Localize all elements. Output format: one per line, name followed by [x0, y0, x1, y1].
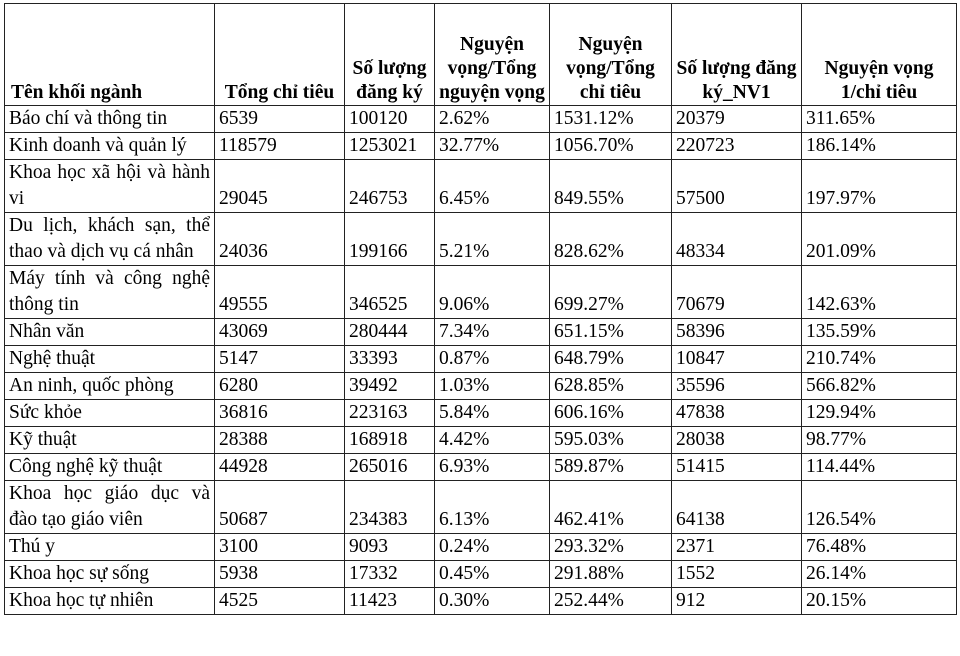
registrations-cell: 17332	[345, 561, 435, 588]
wish-share-cell: 6.93%	[435, 454, 550, 481]
wish-share-cell: 0.30%	[435, 588, 550, 615]
table-row	[5, 160, 957, 213]
registrations-cell: 9093	[345, 534, 435, 561]
nv1-per-quota-cell: 142.63%	[802, 266, 957, 319]
registrations-cell: 100120	[345, 106, 435, 133]
registrations-cell: 346525	[345, 266, 435, 319]
wish-per-quota-cell: 252.44%	[550, 588, 672, 615]
registrations-cell: 246753	[345, 160, 435, 213]
nv1-registrations-cell: 912	[672, 588, 802, 615]
header-registrations: Số lượng đăng ký	[345, 4, 435, 106]
nv1-registrations-cell: 28038	[672, 427, 802, 454]
table-row	[5, 213, 957, 266]
wish-share-cell: 0.45%	[435, 561, 550, 588]
nv1-per-quota-cell: 210.74%	[802, 346, 957, 373]
wish-share-cell: 7.34%	[435, 319, 550, 346]
major-group-cell: Du lịch, khách sạn, thể thao và dịch vụ cá nhân	[5, 213, 215, 266]
nv1-registrations-cell: 220723	[672, 133, 802, 160]
nv1-per-quota-cell: 126.54%	[802, 481, 957, 534]
major-group-cell: Khoa học sự sống	[5, 561, 215, 588]
total-quota-cell: 24036	[215, 213, 345, 266]
total-quota-cell: 5147	[215, 346, 345, 373]
wish-share-cell: 2.62%	[435, 106, 550, 133]
total-quota-cell: 3100	[215, 534, 345, 561]
registrations-cell: 199166	[345, 213, 435, 266]
major-group-cell: Nghệ thuật	[5, 346, 215, 373]
wish-per-quota-cell: 628.85%	[550, 373, 672, 400]
wish-per-quota-cell: 699.27%	[550, 266, 672, 319]
registrations-cell: 39492	[345, 373, 435, 400]
wish-per-quota-cell: 1531.12%	[550, 106, 672, 133]
total-quota-cell: 118579	[215, 133, 345, 160]
nv1-per-quota-cell: 201.09%	[802, 213, 957, 266]
registrations-cell: 33393	[345, 346, 435, 373]
nv1-registrations-cell: 10847	[672, 346, 802, 373]
registrations-cell: 280444	[345, 319, 435, 346]
nv1-registrations-cell: 35596	[672, 373, 802, 400]
nv1-registrations-cell: 1552	[672, 561, 802, 588]
major-group-cell: Kỹ thuật	[5, 427, 215, 454]
wish-share-cell: 32.77%	[435, 133, 550, 160]
total-quota-cell: 4525	[215, 588, 345, 615]
total-quota-cell: 44928	[215, 454, 345, 481]
wish-per-quota-cell: 606.16%	[550, 400, 672, 427]
header-wish-per-quota: Nguyện vọng/Tổng chỉ tiêu	[550, 4, 672, 106]
nv1-registrations-cell: 48334	[672, 213, 802, 266]
wish-per-quota-cell: 1056.70%	[550, 133, 672, 160]
table-row	[5, 588, 957, 615]
nv1-per-quota-cell: 98.77%	[802, 427, 957, 454]
header-nv1-per-quota: Nguyện vọng 1/chỉ tiêu	[802, 4, 957, 106]
nv1-registrations-cell: 51415	[672, 454, 802, 481]
major-group-cell: Công nghệ kỹ thuật	[5, 454, 215, 481]
wish-share-cell: 9.06%	[435, 266, 550, 319]
wish-share-cell: 0.87%	[435, 346, 550, 373]
header-row	[5, 4, 957, 106]
major-group-cell: Nhân văn	[5, 319, 215, 346]
nv1-registrations-cell: 58396	[672, 319, 802, 346]
registrations-cell: 234383	[345, 481, 435, 534]
total-quota-cell: 6280	[215, 373, 345, 400]
nv1-registrations-cell: 64138	[672, 481, 802, 534]
major-group-cell: Thú y	[5, 534, 215, 561]
header-wish-share: Nguyện vọng/Tổng nguyện vọng	[435, 4, 550, 106]
total-quota-cell: 28388	[215, 427, 345, 454]
header-nv1-registrations: Số lượng đăng ký_NV1	[672, 4, 802, 106]
wish-per-quota-cell: 849.55%	[550, 160, 672, 213]
wish-per-quota-cell: 293.32%	[550, 534, 672, 561]
table-row	[5, 454, 957, 481]
header-major-group: Tên khối ngành	[5, 4, 215, 106]
table-row	[5, 373, 957, 400]
major-group-cell: Sức khỏe	[5, 400, 215, 427]
table-row	[5, 266, 957, 319]
table-row	[5, 133, 957, 160]
total-quota-cell: 50687	[215, 481, 345, 534]
nv1-per-quota-cell: 114.44%	[802, 454, 957, 481]
wish-share-cell: 6.45%	[435, 160, 550, 213]
wish-share-cell: 6.13%	[435, 481, 550, 534]
nv1-registrations-cell: 2371	[672, 534, 802, 561]
nv1-registrations-cell: 47838	[672, 400, 802, 427]
wish-share-cell: 5.21%	[435, 213, 550, 266]
total-quota-cell: 6539	[215, 106, 345, 133]
major-group-cell: Khoa học tự nhiên	[5, 588, 215, 615]
registrations-cell: 265016	[345, 454, 435, 481]
nv1-per-quota-cell: 20.15%	[802, 588, 957, 615]
registrations-cell: 1253021	[345, 133, 435, 160]
nv1-registrations-cell: 20379	[672, 106, 802, 133]
header-total-quota: Tổng chỉ tiêu	[215, 4, 345, 106]
nv1-per-quota-cell: 197.97%	[802, 160, 957, 213]
admissions-table	[4, 3, 957, 615]
wish-per-quota-cell: 462.41%	[550, 481, 672, 534]
wish-per-quota-cell: 291.88%	[550, 561, 672, 588]
total-quota-cell: 49555	[215, 266, 345, 319]
wish-per-quota-cell: 595.03%	[550, 427, 672, 454]
table-row	[5, 534, 957, 561]
wish-per-quota-cell: 828.62%	[550, 213, 672, 266]
table-row	[5, 561, 957, 588]
wish-share-cell: 4.42%	[435, 427, 550, 454]
major-group-cell: Khoa học xã hội và hành vi	[5, 160, 215, 213]
table-row	[5, 481, 957, 534]
registrations-cell: 168918	[345, 427, 435, 454]
nv1-per-quota-cell: 186.14%	[802, 133, 957, 160]
nv1-per-quota-cell: 26.14%	[802, 561, 957, 588]
table-body	[5, 106, 957, 615]
registrations-cell: 11423	[345, 588, 435, 615]
major-group-cell: An ninh, quốc phòng	[5, 373, 215, 400]
nv1-per-quota-cell: 76.48%	[802, 534, 957, 561]
nv1-per-quota-cell: 129.94%	[802, 400, 957, 427]
wish-per-quota-cell: 648.79%	[550, 346, 672, 373]
registrations-cell: 223163	[345, 400, 435, 427]
wish-per-quota-cell: 589.87%	[550, 454, 672, 481]
total-quota-cell: 29045	[215, 160, 345, 213]
wish-share-cell: 0.24%	[435, 534, 550, 561]
nv1-registrations-cell: 70679	[672, 266, 802, 319]
major-group-cell: Kinh doanh và quản lý	[5, 133, 215, 160]
nv1-per-quota-cell: 566.82%	[802, 373, 957, 400]
nv1-registrations-cell: 57500	[672, 160, 802, 213]
wish-per-quota-cell: 651.15%	[550, 319, 672, 346]
nv1-per-quota-cell: 311.65%	[802, 106, 957, 133]
table-row	[5, 106, 957, 133]
table-row	[5, 427, 957, 454]
table-row	[5, 400, 957, 427]
major-group-cell: Máy tính và công nghệ thông tin	[5, 266, 215, 319]
major-group-cell: Khoa học giáo dục và đào tạo giáo viên	[5, 481, 215, 534]
nv1-per-quota-cell: 135.59%	[802, 319, 957, 346]
total-quota-cell: 43069	[215, 319, 345, 346]
total-quota-cell: 5938	[215, 561, 345, 588]
wish-share-cell: 5.84%	[435, 400, 550, 427]
wish-share-cell: 1.03%	[435, 373, 550, 400]
total-quota-cell: 36816	[215, 400, 345, 427]
table-row	[5, 319, 957, 346]
table-row	[5, 346, 957, 373]
major-group-cell: Báo chí và thông tin	[5, 106, 215, 133]
